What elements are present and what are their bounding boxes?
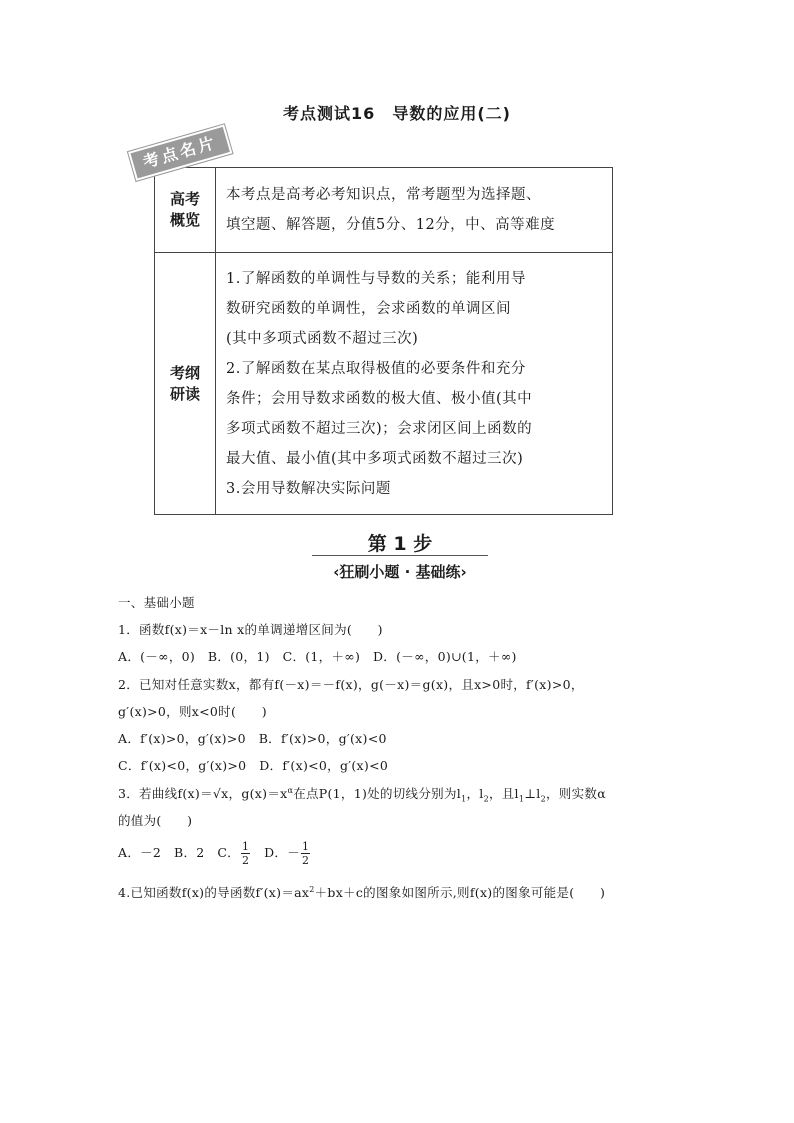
question-2-stem-line2: g′(x)>0，则x<0时( ) xyxy=(118,704,267,719)
overview-line: 本考点是高考必考知识点，常考题型为选择题、 xyxy=(226,187,541,203)
subscript: 2 xyxy=(483,794,489,804)
syllabus-line: 2.了解函数在某点取得极值的必要条件和充分 xyxy=(226,360,526,377)
question-3-stem-line1 xyxy=(118,784,606,804)
fraction-numerator: 1 xyxy=(302,840,310,853)
q3-options-text: A．－2 B．2 C． xyxy=(118,845,240,860)
fraction-half xyxy=(301,840,310,867)
exam-info-card xyxy=(154,167,613,518)
syllabus-text xyxy=(216,253,613,515)
question-2-stem-line1: 2．已知对任意实数x，都有f(－x)＝－f(x)，g(－x)＝g(x)，且x>0时，f′(x)>0， xyxy=(118,677,584,692)
q3-options-text: D．－ xyxy=(251,845,301,860)
syllabus-line: 条件；会用导数求函数的极大值、极小值(其中 xyxy=(226,390,533,407)
q3-text: ，且l xyxy=(488,786,519,801)
fraction-half xyxy=(241,840,250,867)
q3-text: 在点P(1，1)处的切线分别为l xyxy=(293,786,462,801)
syllabus-line: 3.会用导数解决实际问题 xyxy=(226,480,391,497)
syllabus-line: 多项式函数不超过三次)；会求闭区间上函数的 xyxy=(226,420,533,437)
step-divider xyxy=(312,555,488,556)
q3-text: ，g(x)＝x xyxy=(228,786,288,801)
question-2-options-ab: A．f′(x)>0，g′(x)>0 B．f′(x)>0，g′(x)<0 xyxy=(118,731,387,746)
q3-text: ，l xyxy=(466,786,484,801)
fraction-numerator: 1 xyxy=(241,840,250,853)
q3-text: ⊥l xyxy=(524,786,541,801)
overview-line: 填空题、解答题，分值5分、12分，中、高等难度 xyxy=(226,217,556,233)
overview-text xyxy=(216,168,613,253)
question-3-stem-line2: 的值为( ) xyxy=(118,813,193,828)
syllabus-line: 1.了解函数的单调性与导数的关系；能利用导 xyxy=(226,270,526,287)
q3-text: ，则实数α xyxy=(546,786,606,801)
question-1-stem: 1．函数f(x)＝x－ln x的单调递增区间为( ) xyxy=(118,622,383,637)
sqrt-expression: √x xyxy=(212,786,229,801)
subscript: 1 xyxy=(461,794,467,804)
page-title: 考点测试16 导数的应用(二) xyxy=(283,104,511,123)
syllabus-head-line2: 研读 xyxy=(169,384,200,403)
exam-card-tag: 考点名片 xyxy=(128,124,232,180)
fraction-denominator: 2 xyxy=(241,854,250,867)
question-3-options xyxy=(118,840,311,867)
overview-head xyxy=(155,168,216,253)
exam-info-table xyxy=(154,167,613,515)
q4-text: ＋bx＋c的图象如图所示,则f(x)的图象可能是( ) xyxy=(314,885,606,900)
syllabus-line: (其中多项式函数不超过三次) xyxy=(226,330,419,347)
step-title: 第 1 步 xyxy=(367,533,433,555)
syllabus-head-line1: 考纲 xyxy=(169,363,200,382)
question-1-options: A．(－∞，0) B．(0，1) C．(1，＋∞) D．(－∞，0)∪(1，＋∞) xyxy=(118,649,517,664)
subscript: 2 xyxy=(540,794,546,804)
question-2-options-cd: C．f′(x)<0，g′(x)>0 D．f′(x)<0，g′(x)<0 xyxy=(118,758,389,773)
syllabus-line: 最大值、最小值(其中多项式函数不超过三次) xyxy=(226,450,524,467)
step-subtitle: ‹狂刷小题 · 基础练› xyxy=(333,563,467,581)
q3-text: 3．若曲线f(x)＝ xyxy=(118,786,213,801)
section-heading: 一、基础小题 xyxy=(118,595,195,610)
fraction-denominator: 2 xyxy=(302,854,310,867)
subscript: 1 xyxy=(518,794,525,804)
overview-row xyxy=(155,168,613,253)
overview-head-line2: 概览 xyxy=(169,211,200,229)
syllabus-line: 数研究函数的单调性，会求函数的单调区间 xyxy=(226,300,511,317)
overview-head-line1: 高考 xyxy=(169,190,200,208)
alpha-exponent: α xyxy=(287,785,294,795)
question-4-stem xyxy=(118,883,605,901)
squared-exponent: 2 xyxy=(309,884,315,894)
syllabus-head xyxy=(155,253,216,515)
q4-text: 4.已知函数f(x)的导函数f′(x)＝ax xyxy=(118,885,310,900)
syllabus-row xyxy=(155,253,613,515)
